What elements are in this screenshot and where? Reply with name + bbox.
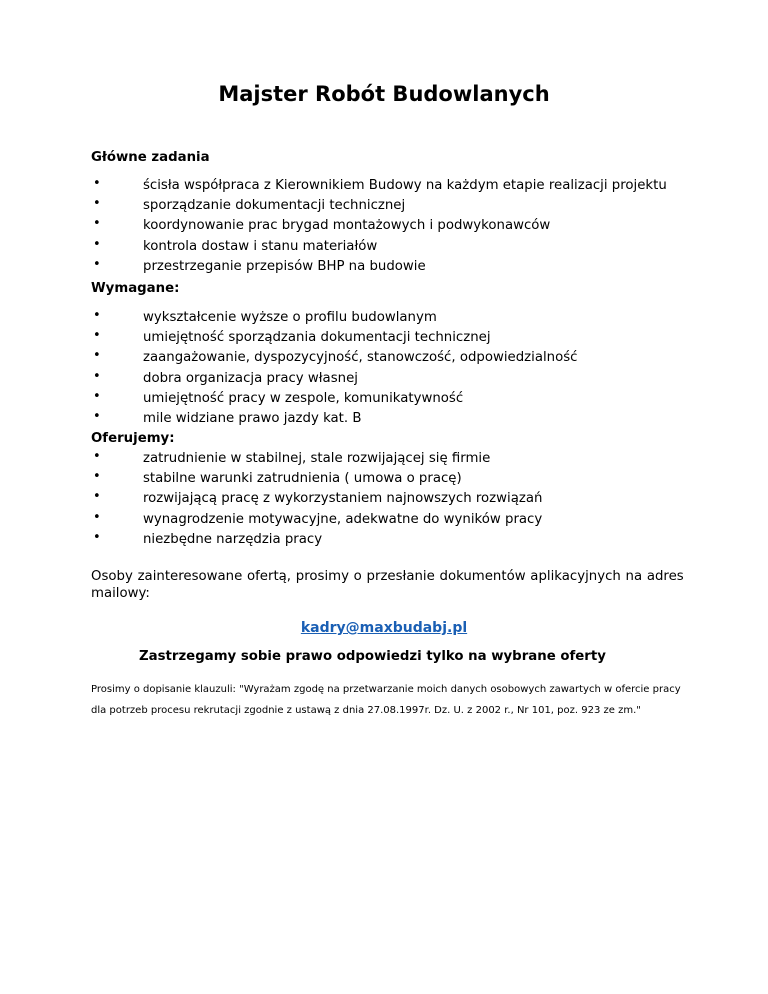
list-item-text: sporządzanie dokumentacji technicznej	[143, 198, 406, 214]
list-item-text: koordynowanie prac brygad montażowych i podwykonawców	[143, 218, 551, 234]
bullet-icon: •	[93, 509, 101, 525]
bullet-icon: •	[93, 216, 101, 232]
email-container	[0, 617, 768, 636]
list-item-text: wykształcenie wyższe o profilu budowlanym	[143, 310, 437, 325]
offer-list	[91, 449, 691, 550]
list-item	[91, 196, 691, 216]
list-item-text: przestrzeganie przepisów BHP na budowie	[143, 258, 426, 274]
list-item	[91, 449, 691, 469]
contact-instructions: Osoby zainteresowane ofertą, prosimy o przesłanie dokumentów aplikacyjnych na adres mailowy:	[91, 569, 684, 601]
list-item	[91, 176, 691, 196]
bullet-icon: •	[93, 368, 101, 384]
list-item-text: umiejętność sporządzania dokumentacji technicznej	[143, 330, 491, 346]
bullet-icon: •	[93, 196, 101, 212]
bullet-icon: •	[93, 348, 101, 364]
bullet-icon: •	[93, 529, 101, 545]
list-item-text: dobra organizacja pracy własnej	[143, 370, 358, 386]
list-item	[91, 369, 691, 389]
list-item	[91, 216, 691, 236]
page-title: Majster Robót Budowlanych	[218, 82, 550, 106]
bullet-icon: •	[93, 408, 101, 424]
list-item-text: zatrudnienie w stabilnej, stale rozwijającej się firmie	[143, 451, 491, 466]
bullet-icon: •	[93, 176, 101, 191]
bullet-icon: •	[93, 469, 101, 485]
list-item	[91, 308, 691, 328]
bullet-icon: •	[93, 449, 101, 464]
list-item-text: umiejętność pracy w zespole, komunikatywność	[143, 390, 464, 406]
bullet-icon: •	[93, 388, 101, 404]
list-item	[91, 510, 691, 530]
list-item-text: wynagrodzenie motywacyjne, adekwatne do wyników pracy	[143, 511, 543, 527]
list-item	[91, 409, 691, 429]
tasks-heading: Główne zadania	[91, 150, 210, 165]
bullet-icon: •	[93, 308, 101, 323]
gdpr-clause: Prosimy o dopisanie klauzuli: "Wyrażam zgodę na przetwarzanie moich danych osobowych zawartych w ofercie pracy dla potrzeb procesu rekrutacji zgodnie z ustawą z dnia 27.08.1997r. Dz. U. z 2002 r., Nr 101, poz. 923 ze zm."	[91, 684, 681, 716]
list-item	[91, 328, 691, 348]
bullet-icon: •	[93, 489, 101, 505]
requirements-list	[91, 308, 691, 429]
tasks-list	[91, 176, 691, 277]
list-item	[91, 348, 691, 368]
reservation-note: Zastrzegamy sobie prawo odpowiedzi tylko na wybrane oferty	[139, 649, 606, 664]
list-item-text: kontrola dostaw i stanu materiałów	[143, 238, 378, 254]
list-item-text: rozwijającą pracę z wykorzystaniem najnowszych rozwiązań	[143, 491, 543, 507]
list-item-text: mile widziane prawo jazdy kat. B	[143, 410, 362, 426]
offer-heading: Oferujemy:	[91, 431, 175, 446]
list-item	[91, 530, 691, 550]
list-item-text: niezbędne narzędzia pracy	[143, 531, 323, 547]
list-item	[91, 237, 691, 257]
bullet-icon: •	[93, 256, 101, 272]
list-item-text: stabilne warunki zatrudnienia ( umowa o pracę)	[143, 471, 462, 487]
bullet-icon: •	[93, 236, 101, 252]
email-link[interactable]: kadry@maxbudabj.pl	[300, 620, 468, 636]
list-item-text: ścisła współpraca z Kierownikiem Budowy na każdym etapie realizacji projektu	[143, 178, 667, 193]
list-item	[91, 469, 691, 489]
bullet-icon: •	[93, 328, 101, 344]
list-item	[91, 257, 691, 277]
requirements-heading: Wymagane:	[91, 281, 180, 296]
list-item	[91, 389, 691, 409]
list-item-text: zaangażowanie, dyspozycyjność, stanowczość, odpowiedzialność	[143, 350, 578, 366]
list-item	[91, 489, 691, 509]
